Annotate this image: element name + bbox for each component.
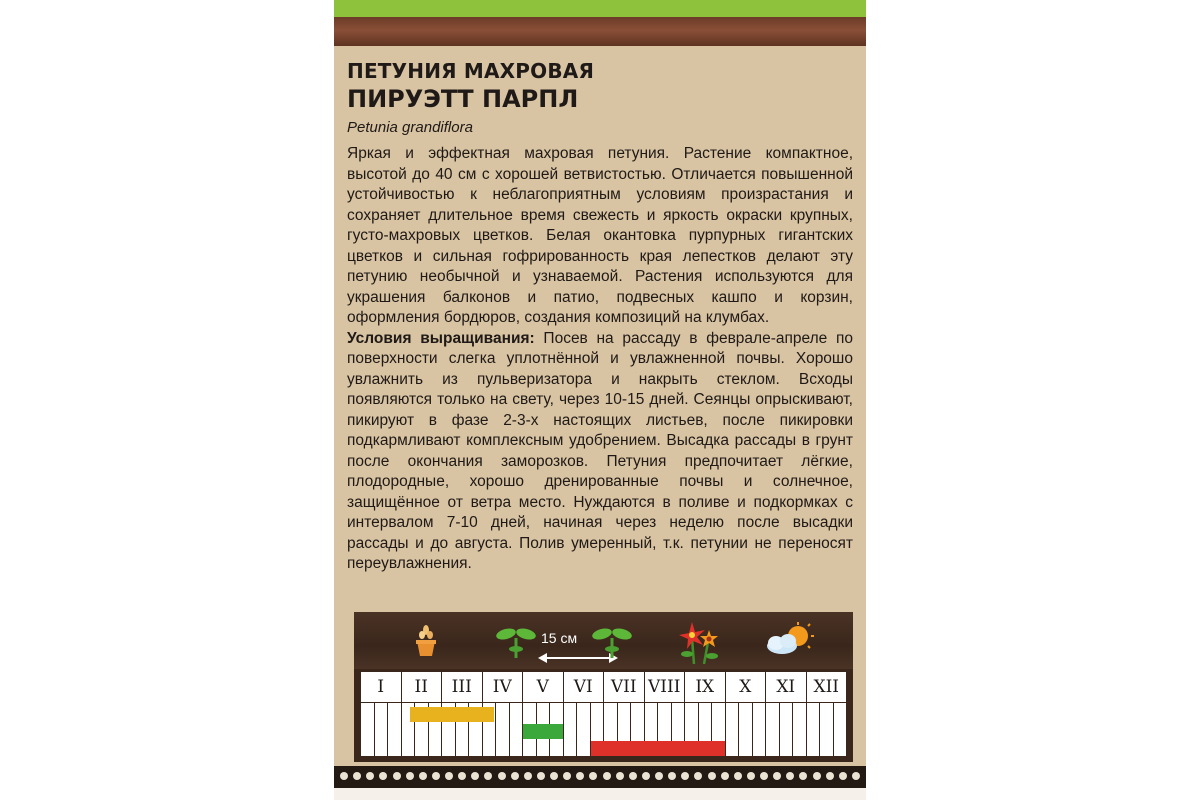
month-label: VII — [604, 672, 645, 702]
film-hole — [419, 772, 427, 780]
decade-cell — [780, 702, 794, 756]
sowing-bar — [410, 707, 495, 722]
packet-text-block — [347, 58, 853, 575]
category-title: ПЕТУНИЯ МАХРОВАЯ — [347, 59, 595, 83]
month-label: V — [523, 672, 564, 702]
film-hole — [379, 772, 387, 780]
film-hole — [773, 772, 781, 780]
film-hole — [799, 772, 807, 780]
month-label: IX — [685, 672, 726, 702]
film-hole — [445, 772, 453, 780]
month-label: I — [361, 672, 402, 702]
decade-cell — [388, 702, 402, 756]
seedling-icon — [494, 624, 538, 658]
decade-cell — [577, 702, 591, 756]
film-hole — [747, 772, 755, 780]
film-hole — [458, 772, 466, 780]
decade-cell — [496, 702, 510, 756]
month-label: IV — [483, 672, 524, 702]
month-label: III — [442, 672, 483, 702]
flowering-bar — [591, 741, 724, 756]
description-text: Яркая и эффектная махровая петуния. Растение компактное, высотой до 40 см с хорошей ветвистостью. Отличается повышенной устойчивостью к неблагоприятным условиям произрастания и сохраняет длительное время свежесть и яркость окраски крупных, густо-махровых цветков. Белая окантовка пурпурных гигантских цветков и сильная гофрированность края лепестков делают эту петунию необычной и узнаваемой. Растения используются для украшения балконов и патио, подвесных кашпо и корзин, оформления бордюров, создания композиций на клумбах. — [347, 145, 853, 326]
film-hole — [550, 772, 558, 780]
film-hole — [760, 772, 768, 780]
decade-cell — [726, 702, 740, 756]
conditions-text: Посев на рассаду в феврале-апреле по поверхности слегка уплотнённой и увлажненной почвы. Хорошо увлажнить из пульверизатора и накрыть стеклом. Всходы появляются только на свету, через 10-15 дней. Сеянцы опрыскивают, пикируют в фазе 2-3-х настоящих листьев, после пикировки подкармливают комплексным удобрением. Высадка рассады в грунт после окончания заморозков. Петуния предпочитает лёгкие, плодородные, хорошо дренированные почвы и солнечное, защищённое от ветра место. Нуждаются в поливе и подкормках с интервалом 7-10 дней, начиная через неделю после высадки рассады и до августа. Полив умеренный, т.к. петунии не переносят переувлажнения. — [347, 329, 853, 572]
film-hole — [734, 772, 742, 780]
top-green-band — [334, 0, 866, 17]
variety-title: ПИРУЭТТ ПАРПЛ — [347, 85, 579, 113]
growing-calendar — [354, 612, 853, 762]
film-hole — [616, 772, 624, 780]
decade-cell — [564, 702, 578, 756]
calendar-grid — [361, 672, 846, 756]
month-label: VIII — [645, 672, 686, 702]
film-hole — [629, 772, 637, 780]
bottom-edge — [334, 788, 866, 800]
decade-cell — [766, 702, 780, 756]
spacing-label: 15 см — [541, 630, 578, 646]
seedling-icon — [590, 624, 634, 658]
month-label: XI — [766, 672, 807, 702]
decade-cell — [793, 702, 807, 756]
decade-cell — [753, 702, 767, 756]
decade-cell — [834, 702, 847, 756]
film-hole — [603, 772, 611, 780]
decade-cell — [820, 702, 834, 756]
film-hole — [511, 772, 519, 780]
decade-cell — [510, 702, 524, 756]
film-hole — [786, 772, 794, 780]
film-hole — [524, 772, 532, 780]
planting-bar — [523, 724, 563, 739]
calendar-grid-frame — [354, 669, 853, 762]
film-hole — [537, 772, 545, 780]
month-label: X — [726, 672, 767, 702]
calendar-icon-strip — [354, 612, 853, 669]
growing-conditions — [347, 329, 853, 575]
film-hole — [813, 772, 821, 780]
film-hole — [576, 772, 584, 780]
conditions-heading: Условия выращивания: — [347, 329, 535, 347]
seed-packet-back — [334, 0, 866, 800]
film-hole — [852, 772, 860, 780]
decade-cell — [361, 702, 375, 756]
film-hole — [721, 772, 729, 780]
film-hole — [353, 772, 361, 780]
film-hole — [642, 772, 650, 780]
film-hole — [655, 772, 663, 780]
film-hole — [340, 772, 348, 780]
film-hole — [589, 772, 597, 780]
film-hole — [471, 772, 479, 780]
film-hole — [406, 772, 414, 780]
film-hole — [484, 772, 492, 780]
month-row — [361, 672, 846, 703]
film-hole — [563, 772, 571, 780]
decade-cell — [807, 702, 821, 756]
month-label: VI — [564, 672, 605, 702]
flowers-icon — [676, 618, 722, 664]
top-wood-band — [334, 17, 866, 46]
film-hole — [366, 772, 374, 780]
film-strip-decoration — [334, 766, 866, 788]
decade-cell — [739, 702, 753, 756]
film-hole — [839, 772, 847, 780]
month-label: XII — [813, 677, 840, 697]
month-label: II — [402, 672, 443, 702]
sun-cloud-icon — [764, 622, 814, 658]
film-hole — [393, 772, 401, 780]
film-hole — [681, 772, 689, 780]
film-hole — [708, 772, 716, 780]
film-hole — [694, 772, 702, 780]
film-hole — [826, 772, 834, 780]
film-holes — [340, 772, 860, 782]
film-hole — [668, 772, 676, 780]
seedling-pot-icon — [414, 624, 438, 658]
film-hole — [498, 772, 506, 780]
latin-name: Petunia grandiflora — [347, 119, 473, 136]
decade-cell — [375, 702, 389, 756]
film-hole — [432, 772, 440, 780]
